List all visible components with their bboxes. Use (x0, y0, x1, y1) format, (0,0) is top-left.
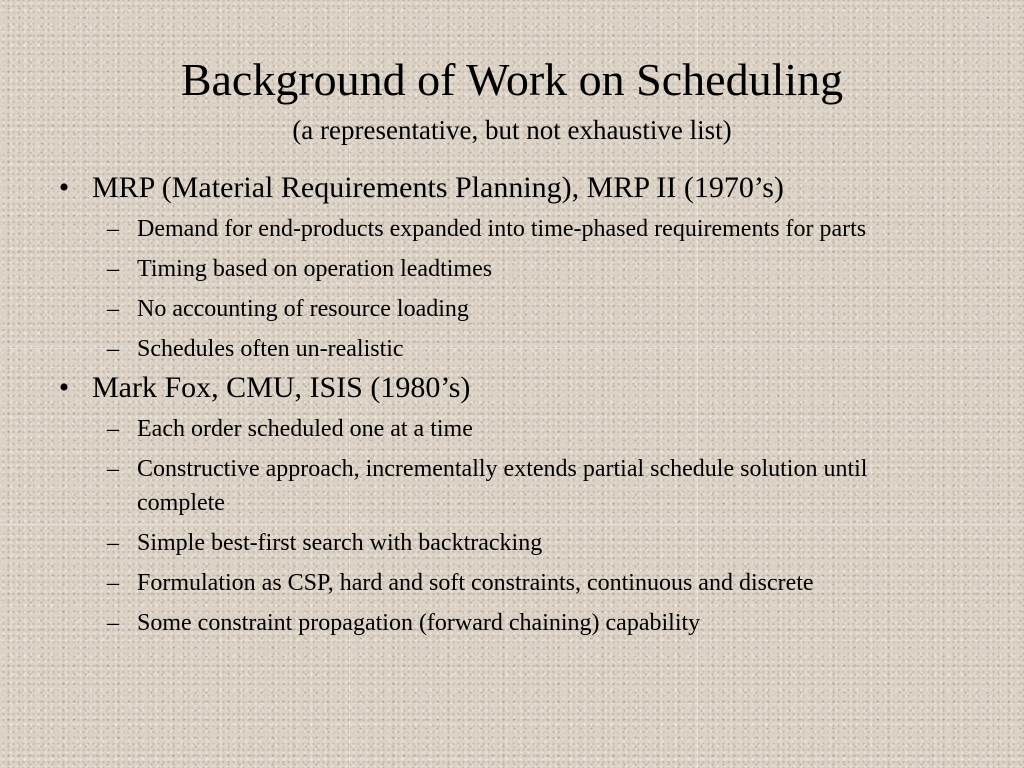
sub-bullet-text: Each order scheduled one at a time (137, 416, 473, 442)
bullet-item (0, 368, 1024, 408)
sub-bullet-item (0, 212, 1024, 246)
sub-bullet-text: Timing based on operation leadtimes (137, 256, 493, 282)
sub-bullet-item (0, 452, 1024, 520)
sub-bullet-text: Some constraint propagation (forward chaining) capability (137, 610, 701, 636)
sub-bullet-item (0, 332, 1024, 366)
sub-bullet-text: Constructive approach, incrementally extends partial schedule solution until complete (137, 456, 868, 516)
sub-bullet-marker: – (107, 336, 119, 362)
bullet-text: MRP (Material Requirements Planning), MRP II (1970’s) (92, 171, 784, 204)
sub-bullet-text: Demand for end-products expanded into time-phased requirements for parts (137, 216, 867, 242)
sub-bullet-marker: – (107, 256, 119, 282)
bullet-group-mrp (0, 168, 1024, 366)
sub-bullet-list (0, 412, 1024, 640)
sub-bullet-marker: – (107, 216, 119, 242)
bullet-group-isis (0, 368, 1024, 640)
sub-bullet-marker: – (107, 416, 119, 442)
bullet-marker: • (58, 371, 70, 404)
sub-bullet-item (0, 526, 1024, 560)
sub-bullet-marker: – (107, 610, 119, 636)
slide-title: Background of Work on Scheduling (180, 54, 844, 105)
bullet-marker: • (58, 171, 70, 204)
sub-bullet-item (0, 292, 1024, 326)
sub-bullet-text: No accounting of resource loading (137, 296, 469, 322)
sub-bullet-text: Schedules often un-realistic (137, 336, 404, 362)
sub-bullet-text: Simple best-first search with backtracking (137, 530, 543, 556)
slide-subtitle: (a representative, but not exhaustive list) (292, 115, 732, 145)
sub-bullet-marker: – (107, 570, 119, 596)
sub-bullet-list (0, 212, 1024, 366)
sub-bullet-text: Formulation as CSP, hard and soft constraints, continuous and discrete (137, 570, 814, 596)
sub-bullet-item (0, 566, 1024, 600)
sub-bullet-item (0, 412, 1024, 446)
bullet-item (0, 168, 1024, 208)
sub-bullet-marker: – (107, 530, 119, 556)
sub-bullet-item (0, 252, 1024, 286)
bullet-text: Mark Fox, CMU, ISIS (1980’s) (92, 371, 471, 404)
sub-bullet-item (0, 606, 1024, 640)
sub-bullet-marker: – (107, 456, 119, 482)
bullet-list (0, 168, 1024, 640)
sub-bullet-marker: – (107, 296, 119, 322)
